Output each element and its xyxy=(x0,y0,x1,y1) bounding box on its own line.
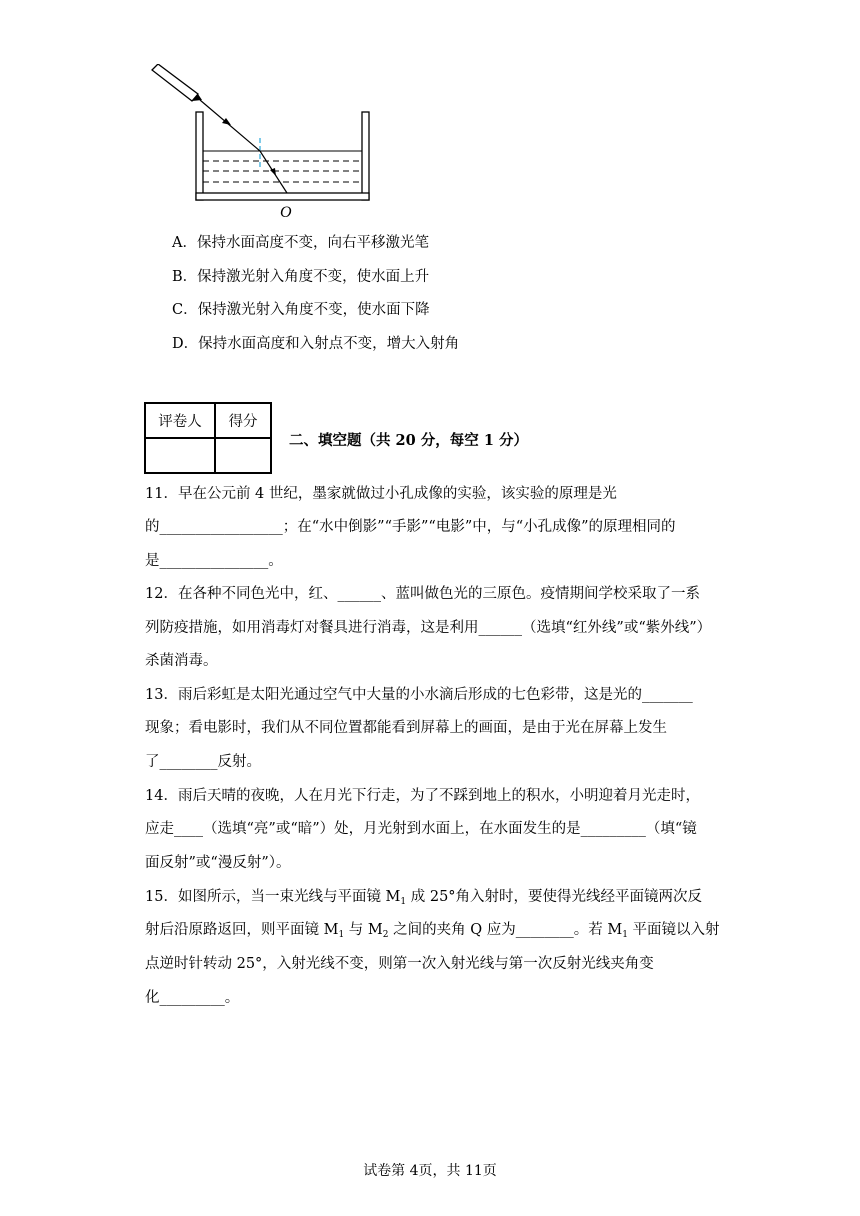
option-c: C．保持激光射入角度不变，使水面下降 xyxy=(172,302,430,318)
q13-line1: 13．雨后彩虹是太阳光通过空气中大量的小水滴后形成的七色彩带，这是光的_______ xyxy=(145,687,693,703)
section-title: 二、填空题（共 20 分，每空 1 分） xyxy=(289,432,528,449)
q13-line2: 现象；看电影时，我们从不同位置都能看到屏幕上的画面，是由于光在屏幕上发生 xyxy=(145,720,667,736)
option-a: A．保持水面高度不变，向右平移激光笔 xyxy=(172,235,429,251)
q12-line2: 列防疫措施，如用消毒灯对餐具进行消毒，这是利用______（选填“红外线”或“紫外线”） xyxy=(145,620,712,636)
q14-line3: 面反射”或“漫反射”）。 xyxy=(145,855,291,871)
grader-header: 评卷人 xyxy=(145,403,215,438)
q14-line1: 14．雨后天晴的夜晚，人在月光下行走，为了不踩到地上的积水，小明迎着月光走时， xyxy=(145,788,700,804)
option-d: D．保持水面高度和入射点不变，增大入射角 xyxy=(172,336,460,352)
q15-line4: 化_________。 xyxy=(145,990,240,1006)
grader-cell[interactable] xyxy=(145,438,215,473)
point-o-label: O xyxy=(280,204,292,221)
q14-line2: 应走____（选填“亮”或“暗”）处，月光射到水面上，在水面发生的是_________（填“镜 xyxy=(145,821,697,837)
q11-line2: 的_________________；在“水中倒影”“手影”“电影”中，与“小孔成像”的原理相同的 xyxy=(145,519,676,535)
q12-line3: 杀菌消毒。 xyxy=(145,653,218,669)
q12-line1: 12．在各种不同色光中，红、______、蓝叫做色光的三原色。疫情期间学校采取了一系 xyxy=(145,586,700,602)
q13-line3: 了________反射。 xyxy=(145,754,261,770)
score-table xyxy=(144,402,272,474)
option-b: B．保持激光射入角度不变，使水面上升 xyxy=(172,269,430,285)
score-header: 得分 xyxy=(215,403,271,438)
q15-line1: 15．如图所示，当一束光线与平面镜 $M_1$ 成 25°角入射时，要使得光线经平面镜两次反 xyxy=(145,889,703,907)
q15-line3: 点逆时针转动 25°，入射光线不变，则第一次入射光线与第一次反射光线夹角变 xyxy=(145,956,654,972)
page-footer: 试卷第 4页，共 11页 xyxy=(363,1163,497,1179)
q11-line3: 是_______________。 xyxy=(145,553,283,569)
refraction-figure xyxy=(140,64,380,224)
q11-line1: 11．早在公元前 4 世纪，墨家就做过小孔成像的实验，该实验的原理是光 xyxy=(145,486,617,502)
water-lines xyxy=(203,151,362,182)
score-cell[interactable] xyxy=(215,438,271,473)
q15-line2: 射后沿原路返回，则平面镜 $M_1$ 与 $M_2$ 之间的夹角 Q 应为________。若 $M_1$ 平面镜以入射 xyxy=(145,922,720,940)
laser-pen-icon xyxy=(152,64,202,101)
light-ray xyxy=(200,100,287,193)
